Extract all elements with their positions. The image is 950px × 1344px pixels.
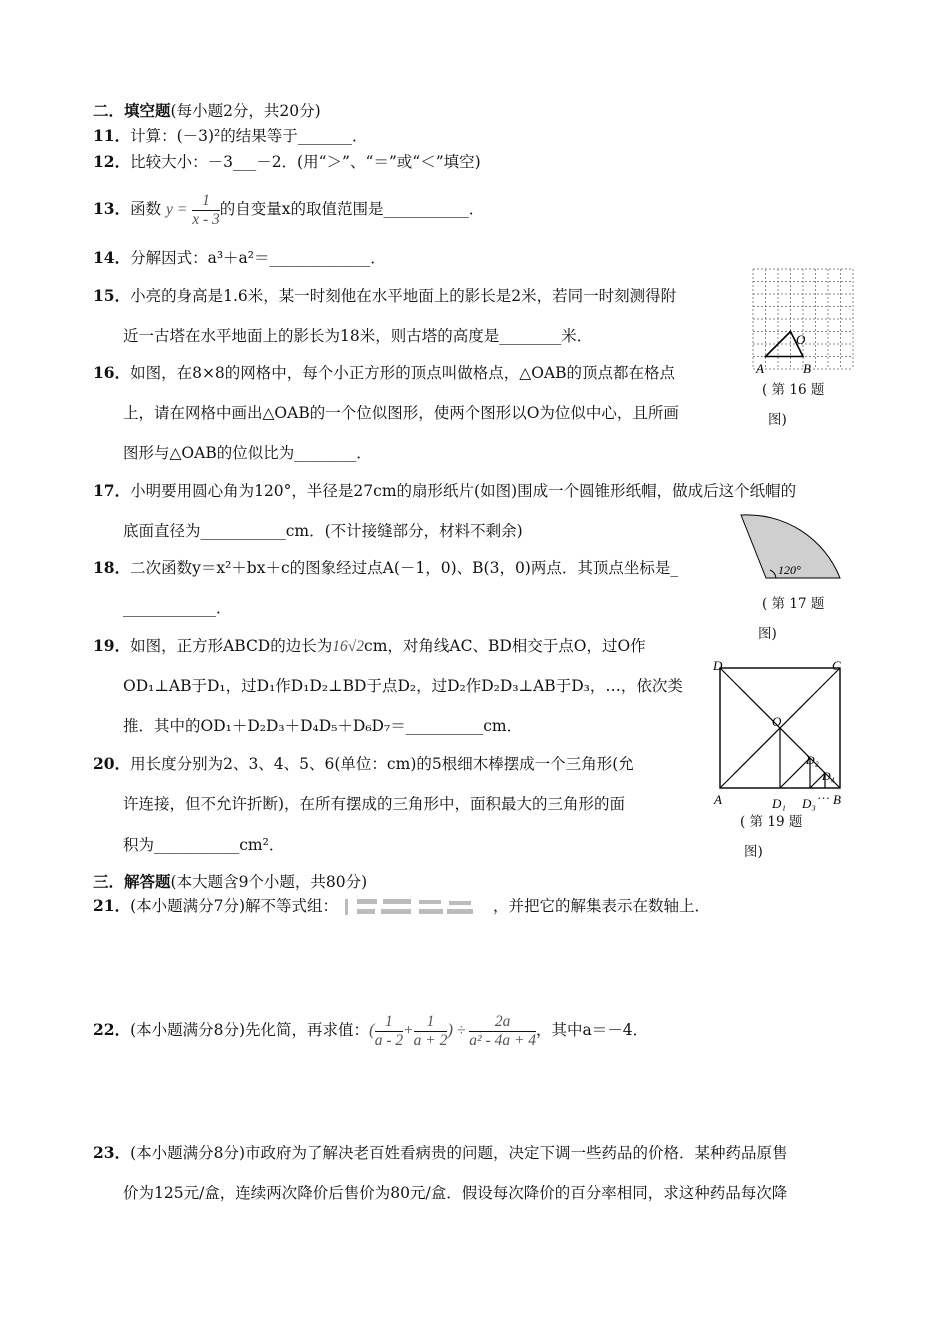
question-21 xyxy=(93,896,710,918)
question-20 xyxy=(93,754,634,774)
question-20-line-2: 许连接，但不允许折断)，在所有摆成的三角形中，面积最大的三角形的面 xyxy=(123,795,626,813)
label-d1: D₁ xyxy=(772,796,786,811)
fraction-1-over-a-plus-2 xyxy=(414,1013,448,1050)
question-number: 13． xyxy=(93,199,131,218)
question-text-pre: 如图，正方形ABCD的边长为 xyxy=(130,637,333,655)
divide-sign: ÷ xyxy=(453,1022,470,1039)
side-length: 16√2 xyxy=(332,638,365,655)
question-number: 15． xyxy=(93,286,131,305)
question-text-pre: (本小题满分7分)解不等式组： xyxy=(130,897,339,915)
fraction-numerator: 2a xyxy=(469,1013,536,1032)
fraction-numerator: 1 xyxy=(375,1013,403,1032)
question-text-line-1: 二次函数y＝x²＋bx＋c的图象经过点A(－1，0)、B(3，0)两点．其顶点坐标是_ xyxy=(130,559,679,577)
fraction-denominator: a² - 4a + 4 xyxy=(469,1031,537,1049)
label-d2: D₂ xyxy=(806,753,819,767)
question-text-post: 的自变量x的取值范围是___________． xyxy=(219,200,485,218)
section-2-title: 二．填空题 xyxy=(93,101,171,120)
question-number: 18． xyxy=(93,558,131,577)
fraction-numerator: 1 xyxy=(414,1013,448,1032)
question-text-line-1: 用长度分别为2、3、4、5、6(单位：cm)的5根细木棒摆成一个三角形(允 xyxy=(130,755,634,773)
question-number: 12． xyxy=(93,152,131,171)
section-3-heading xyxy=(93,872,367,892)
fraction-numerator: 1 xyxy=(192,192,220,211)
figure-19-caption-2: 图) xyxy=(744,844,763,860)
question-text-line-1: 小明要用圆心角为120°，半径是27cm的扇形纸片(如图)围成一个圆锥形纸帽，做成后这个纸帽的 xyxy=(130,482,797,500)
question-number: 17． xyxy=(93,481,131,500)
section-3-note: (本大题含9个小题，共80分) xyxy=(170,873,368,891)
section-2-note: (每小题2分，共20分) xyxy=(170,102,321,120)
question-number: 23． xyxy=(93,1143,131,1162)
question-number: 20． xyxy=(93,754,131,773)
question-text-post: ，其中a＝－4． xyxy=(536,1021,649,1039)
question-15-line-2: 近一古塔在水平地面上的影长为18米，则古塔的高度是________米． xyxy=(123,327,593,345)
angle-label: 120° xyxy=(778,563,801,577)
question-text: 分解因式：a³＋a²＝_____________． xyxy=(130,249,386,267)
label-dots: … xyxy=(818,787,830,802)
plus-sign: + xyxy=(403,1022,414,1039)
fraction-1-over-a-minus-2 xyxy=(375,1013,403,1050)
question-23 xyxy=(93,1143,788,1163)
question-14 xyxy=(93,248,386,268)
blurred-formula xyxy=(345,899,473,915)
question-text-line-1: 小亮的身高是1.6米，某一时刻他在水平地面上的影长是2米，若同一时刻测得附 xyxy=(130,287,677,305)
section-2-heading xyxy=(93,101,321,121)
label-o: O xyxy=(772,714,782,729)
question-text: 比较大小：－3___－2．(用“＞”、“＝”或“＜”填空) xyxy=(130,153,481,171)
question-15 xyxy=(93,286,676,306)
section-3-title: 三．解答题 xyxy=(93,872,171,891)
question-18-line-2: ____________． xyxy=(123,599,232,617)
question-number: 14． xyxy=(93,248,131,267)
question-20-line-3: 积为___________cm²． xyxy=(123,836,285,854)
label-a: A xyxy=(756,361,764,374)
fraction-denominator: a + 2 xyxy=(413,1031,448,1049)
question-17 xyxy=(93,481,796,501)
question-13 xyxy=(93,189,484,230)
figure-17-caption-1: ( 第 17 题 xyxy=(762,596,825,612)
figure-19-square xyxy=(708,656,853,814)
question-16-line-2: 上，请在网格中画出△OAB的一个位似图形，使两个图形以O为位似中心，且所画 xyxy=(123,404,679,422)
question-16-line-3: 图形与△OAB的位似比为________． xyxy=(123,444,372,462)
figure-17-caption-2: 图) xyxy=(758,626,777,642)
fraction-denominator: x - 3 xyxy=(192,210,220,228)
question-text-pre: 函数 xyxy=(130,200,162,218)
figure-16-caption-2: 图) xyxy=(768,412,787,428)
inequality-system-image xyxy=(343,896,493,918)
question-text: 计算：(－3)²的结果等于_______． xyxy=(130,127,368,145)
question-text-post: ，并把它的解集表示在数轴上． xyxy=(492,897,710,915)
question-number: 22． xyxy=(93,1020,131,1039)
figure-16-caption-1: ( 第 16 题 xyxy=(762,382,825,398)
question-number: 19． xyxy=(93,636,131,655)
question-text-post: cm，对角线AC、BD相交于点O，过O作 xyxy=(364,637,646,655)
label-d: D xyxy=(713,658,723,673)
question-text-line-1: 如图，在8×8的网格中，每个小正方形的顶点叫做格点，△OAB的顶点都在格点 xyxy=(130,364,676,382)
question-11 xyxy=(93,126,368,146)
question-number: 21． xyxy=(93,896,131,915)
fraction-2a-over-quadratic xyxy=(469,1013,536,1050)
label-o: O xyxy=(796,332,806,347)
question-18 xyxy=(93,558,678,578)
figure-16-grid xyxy=(748,264,858,374)
fraction-denominator: a - 2 xyxy=(374,1031,404,1049)
question-number: 16． xyxy=(93,363,131,382)
close-paren: ) xyxy=(447,1020,453,1039)
question-19-line-2: OD₁⊥AB于D₁，过D₁作D₁D₂⊥BD于点D₂，过D₂作D₂D₃⊥AB于D₃，…，依次类 xyxy=(123,677,683,695)
question-16 xyxy=(93,363,675,383)
label-d3: D₃ xyxy=(802,796,816,811)
question-19-line-3: 推．其中的OD₁＋D₂D₃＋D₄D₅＋D₆D₇＝__________cm． xyxy=(123,717,523,735)
question-19 xyxy=(93,634,646,659)
label-d4: D₄ xyxy=(822,769,835,783)
label-b: B xyxy=(803,361,811,374)
question-text-line-1: (本小题满分8分)市政府为了解决老百姓看病贵的问题，决定下调一些药品的价格．某种药品原售 xyxy=(130,1144,788,1162)
figure-19-caption-1: ( 第 19 题 xyxy=(740,814,803,830)
function-y: y = xyxy=(166,201,188,218)
question-17-line-2: 底面直径为___________cm．(不计接缝部分，材料不剩余) xyxy=(123,522,523,540)
question-12 xyxy=(93,152,481,172)
question-22 xyxy=(93,1008,648,1053)
question-23-line-2: 价为125元/盒，连续两次降价后售价为80元/盒．假设每次降价的百分率相同，求这种药品每次降 xyxy=(123,1184,788,1202)
question-number: 11． xyxy=(93,126,131,145)
label-b: B xyxy=(833,792,841,807)
fraction-1-over-x-3 xyxy=(192,192,220,229)
figure-17-sector xyxy=(736,510,846,590)
open-paren: ( xyxy=(369,1020,375,1039)
label-a: A xyxy=(714,792,722,807)
question-text-pre: (本小题满分8分)先化简，再求值： xyxy=(130,1021,370,1039)
label-c: C xyxy=(832,658,841,673)
